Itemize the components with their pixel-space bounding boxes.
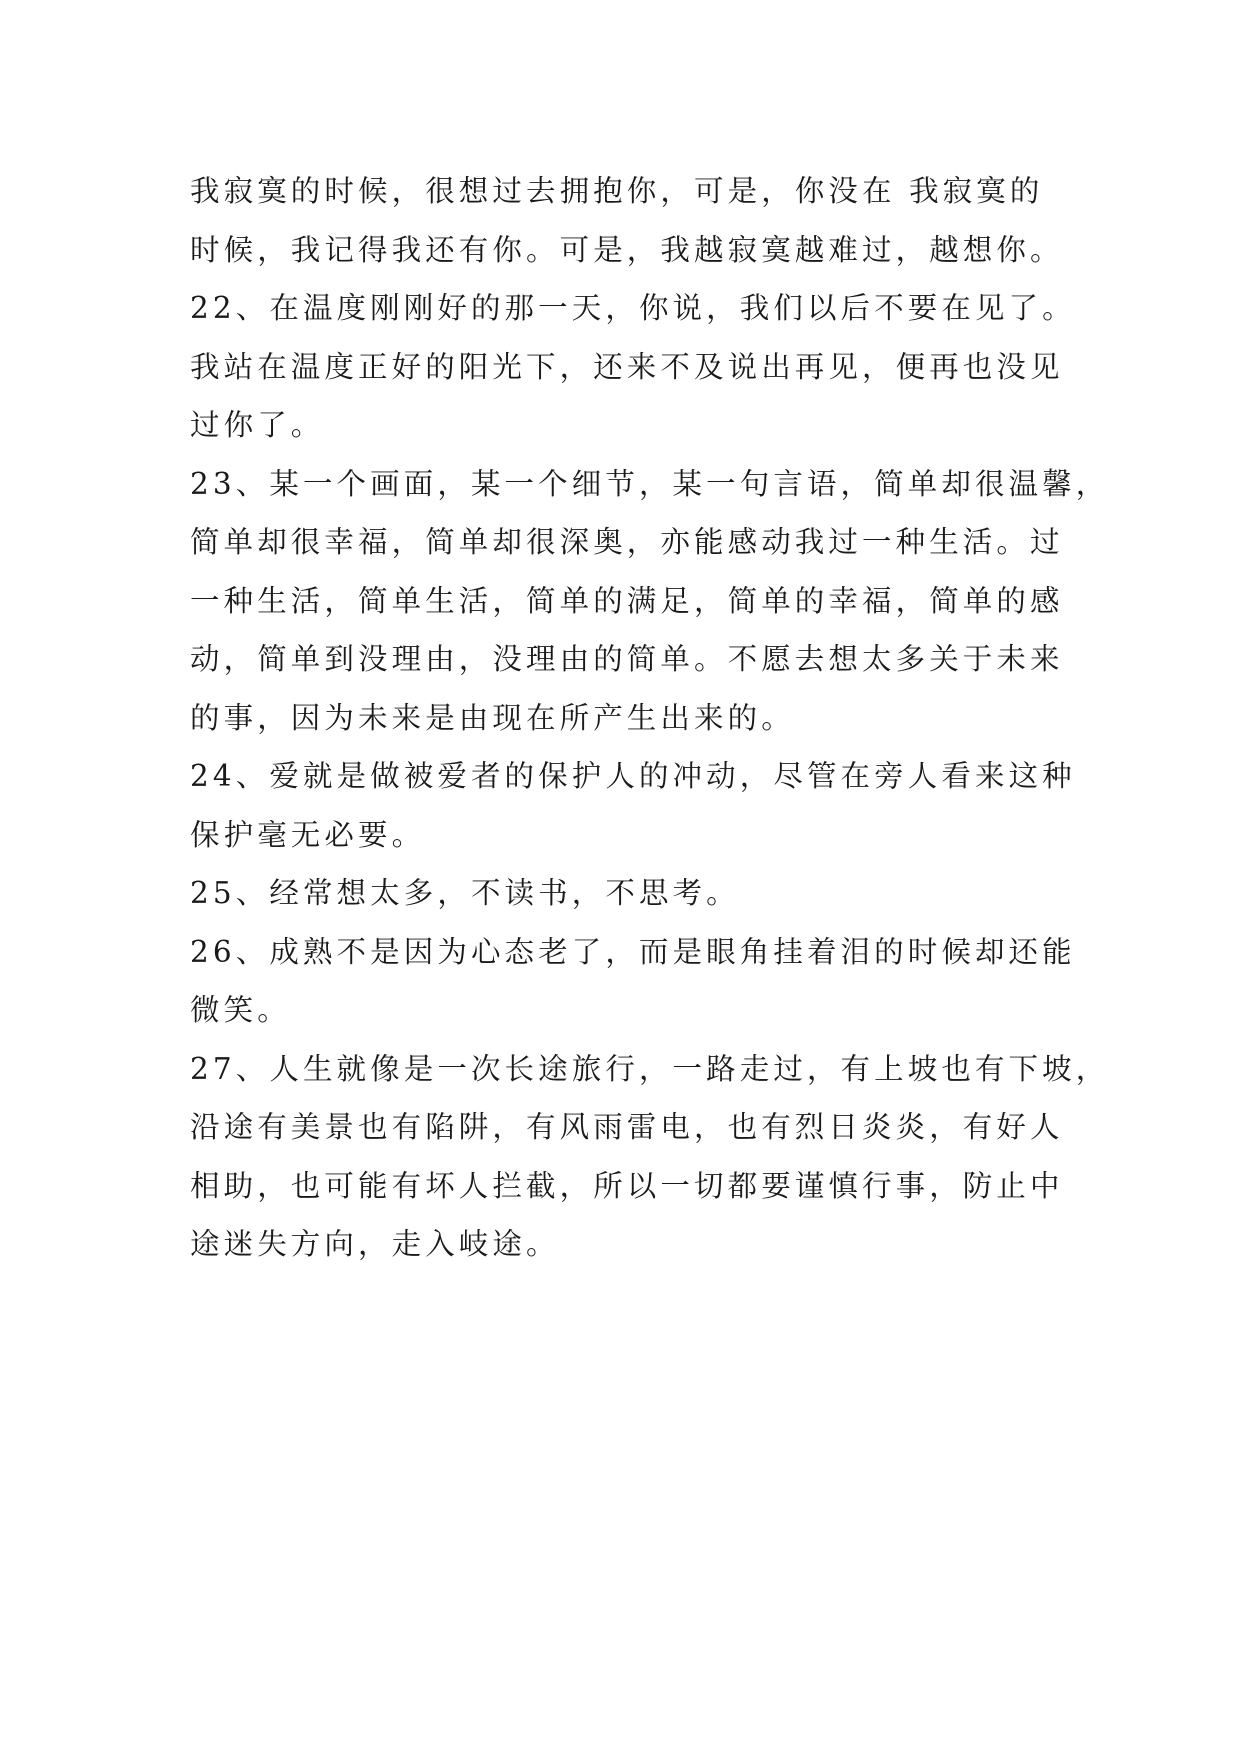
- text-line: 途迷失方向，走入岐途。: [190, 1227, 560, 1261]
- text-line: 25、经常想太多，不读书，不思考。: [190, 876, 740, 910]
- text-line: 我寂寞的时候，很想过去拥抱你，可是，你没在 我寂寞的: [190, 174, 1044, 208]
- text-line: 沿途有美景也有陷阱，有风雨雷电，也有烈日炎炎，有好人: [190, 1110, 1064, 1144]
- text-line: 时候，我记得我还有你。可是，我越寂寞越难过，越想你。: [190, 232, 1064, 267]
- text-line: 动，简单到没理由，没理由的简单。不愿去想太多关于未来: [190, 642, 1064, 676]
- text-line: 22、在温度刚刚好的那一天，你说，我们以后不要在见了。: [190, 291, 1076, 325]
- text-line: 一种生活，简单生活，简单的满足，简单的幸福，简单的感: [190, 583, 1064, 618]
- text-line: 26、成熟不是因为心态老了，而是眼角挂着泪的时候却还能: [190, 934, 1076, 969]
- text-line: 的事，因为未来是由现在所产生出来的。: [190, 700, 795, 735]
- text-line: 23、某一个画面，某一个细节，某一句言语，简单却很温馨，: [190, 466, 1110, 501]
- text-line: 27、人生就像是一次长途旅行，一路走过，有上坡也有下坡，: [190, 1051, 1110, 1086]
- text-line: 相助，也可能有坏人拦截，所以一切都要谨慎行事，防止中: [190, 1168, 1064, 1203]
- text-line: 我站在温度正好的阳光下，还来不及说出再见，便再也没见: [190, 349, 1064, 384]
- text-line: 微笑。: [190, 993, 291, 1027]
- text-line: 保护毫无必要。: [190, 817, 426, 852]
- text-line: 简单却很幸福，简单却很深奥，亦能感动我过一种生活。过: [190, 525, 1064, 559]
- text-line: 24、爱就是做被爱者的保护人的冲动，尽管在旁人看来这种: [190, 759, 1076, 793]
- text-line: 过你了。: [190, 408, 325, 442]
- document-body: [190, 162, 1110, 1274]
